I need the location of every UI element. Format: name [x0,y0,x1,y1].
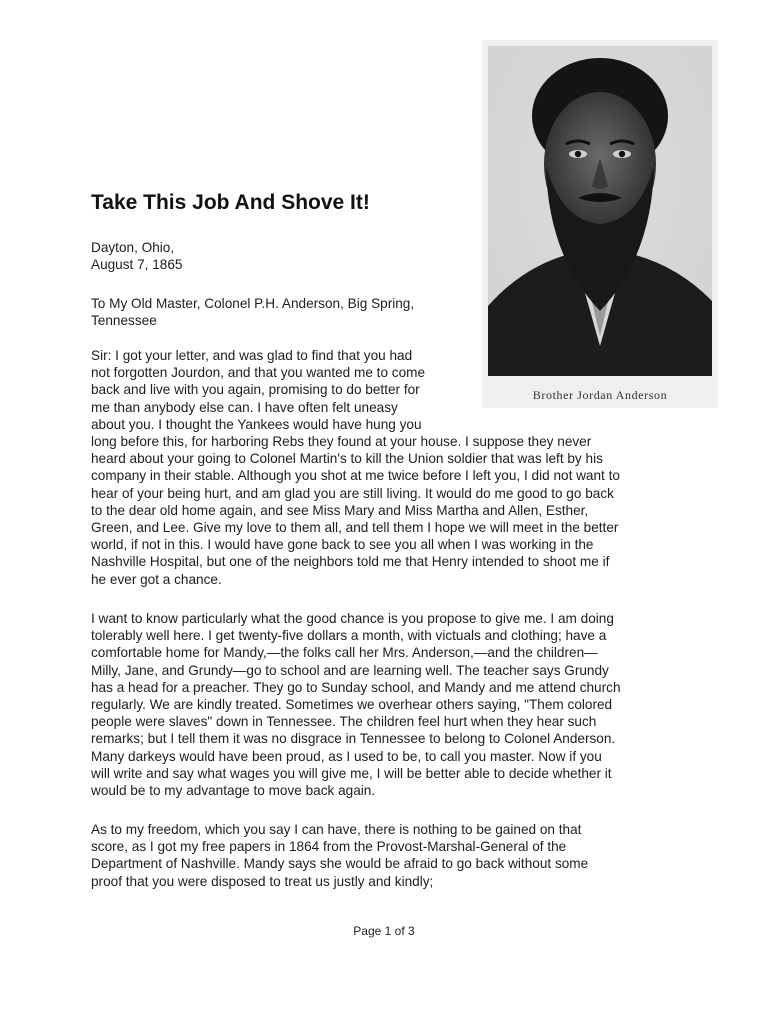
text-line: remarks; but I tell them it was no disgrace in Tennessee to belong to Colonel Anderson. [91,731,616,747]
page-title: Take This Job And Shove It! [91,191,370,214]
dateline-place: Dayton, Ohio, [91,240,175,255]
text-line: company in their stable. Although you shot at me twice before I left you, I did not want to [91,468,620,484]
text-line: he ever got a chance. [91,571,222,587]
portrait-caption: Brother Jordan Anderson [532,388,668,402]
text-line: will write and say what wages you will give me, I will be better able to decide whether it [91,765,612,781]
portrait-photo [488,46,712,376]
text-line: Green, and Lee. Give my love to them all, and tell them I hope we will meet in the better [91,520,619,536]
addressee-line: To My Old Master, Colonel P.H. Anderson, Big Spring, [91,296,415,311]
text-line: regularly. We are kindly treated. Sometimes we overhear others saying, "Them colored [91,697,613,713]
text-line: people were slaves" down in Tennessee. The children feel hurt when they hear such [91,714,597,730]
text-line: about you. I thought the Yankees would have hung you [91,416,422,432]
paragraph-3 [91,821,588,890]
text-line: would be to my advantage to move back again. [91,783,376,799]
text-line: proof that you were disposed to treat us justly and kindly; [91,873,434,889]
text-line: Many darkeys would have been proud, as I used to be, to call you master. Now if you [91,748,602,764]
letter-dateline [91,239,182,273]
text-line: world, if not in this. I would have gone back to see you all when I was working in the [91,537,594,553]
text-line: not forgotten Jourdon, and that you wanted me to come [91,365,426,381]
text-line: As to my freedom, which you say I can have, there is nothing to be gained on that [91,822,582,837]
text-line: I want to know particularly what the good chance is you propose to give me. I am doing [91,611,614,626]
text-line: score, as I got my free papers in 1864 from the Provost-Marshal-General of the [91,839,567,855]
text-line: comfortable home for Mandy,—the folks call her Mrs. Anderson,—and the children— [91,645,598,661]
text-line: tolerably well here. I get twenty-five dollars a month, with victuals and clothing; have a [91,628,607,644]
dateline-date: August 7, 1865 [91,257,183,273]
text-line: Sir: I got your letter, and was glad to find that you had [91,348,413,363]
text-line: long before this, for harboring Rebs they found at your house. I suppose they never [91,434,592,450]
paragraph-2 [91,610,621,799]
text-line: to the dear old home again, and see Miss Mary and Miss Martha and Allen, Esther, [91,502,589,518]
text-line: Nashville Hospital, but one of the neighbors told me that Henry intended to shoot me if [91,554,610,570]
page-number: Page 1 of 3 [353,924,415,938]
text-line: hear of your being hurt, and am glad you are still living. It would do me good to go back [91,485,614,501]
text-line: heard about your going to Colonel Martin's to kill the Union soldier that was left by his [91,451,603,467]
text-line: me than anybody else can. I have often felt uneasy [91,399,398,415]
text-line: back and live with you again, promising to do better for [91,382,420,398]
portrait-illustration [488,46,712,376]
paragraph-1 [91,347,620,588]
text-line: Department of Nashville. Mandy says she would be afraid to go back without some [91,856,589,872]
text-line: Milly, Jane, and Grundy—go to school and are learning well. The teacher says Grundy [91,662,609,678]
text-line: has a head for a preacher. They go to Sunday school, and Mandy and me attend church [91,679,621,695]
addressee-line: Tennessee [91,313,157,329]
letter-addressee [91,295,414,329]
